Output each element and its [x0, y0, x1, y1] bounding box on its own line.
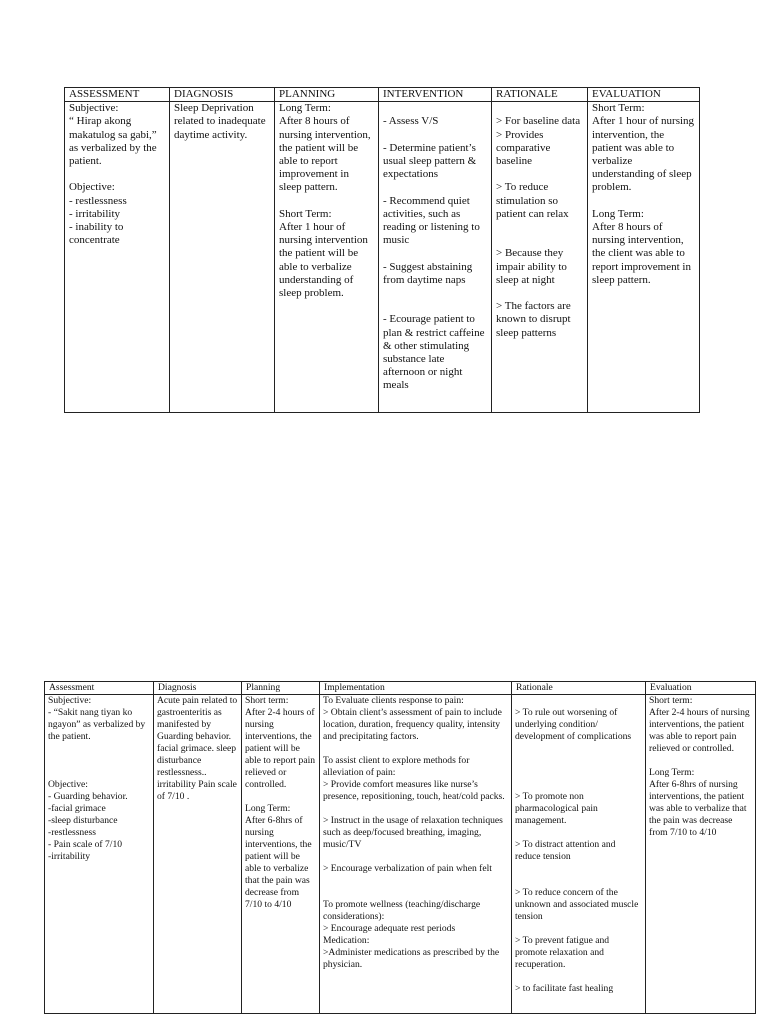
evaluation-cell: Short Term: After 1 hour of nursing intervention, the patient was able to verbalize understanding of sleep problem. Long Term: After 8 hours of nursing intervention, the client was able to report improvement in sleep pattern.	[588, 102, 700, 413]
assessment-cell: Subjective: - “Sakit nang tiyan ko ngayon” as verbalized by the patient. Objective: - Guarding behavior. -facial grimace -sleep disturbance -restlessness - Pain scale of 7/10 -irritability	[45, 695, 154, 1014]
intervention-cell: - Assess V/S - Determine patient’s usual sleep pattern & expectations - Recommend quiet activities, such as reading or listening to music - Suggest abstaining from daytime naps - Ecourage patient to plan & restrict caffeine & other stimulating substance late afternoon or night meals	[379, 102, 492, 413]
header-row	[45, 682, 756, 695]
diagnosis-cell: Acute pain related to gastroenteritis as manifested by Guarding behavior. facial grimace. sleep disturbance restlessness.. irritability Pain scale of 7/10 .	[154, 695, 242, 1014]
evaluation-cell: Short term: After 2-4 hours of nursing interventions, the patient was able to report pain relieved or controlled. Long Term: After 6-8hrs of nursing interventions, the patient was able to verbalize that the pain was decrease from 7/10 to 4/10	[646, 695, 756, 1014]
rationale-cell: > To rule out worsening of underlying condition/ development of complications > To promote non pharmacological pain management. > To distract attention and reduce tension > To reduce concern of the unknown and associated muscle tension > To prevent fatigue and promote relaxation and recuperation. > to facilitate fast healing	[512, 695, 646, 1014]
header-evaluation: EVALUATION	[588, 88, 700, 102]
nursing-care-plan-sleep-deprivation	[64, 87, 700, 413]
assessment-cell: Subjective: “ Hirap akong makatulog sa gabi,” as verbalized by the patient. Objective: - restlessness - irritability - inability to concentrate	[65, 102, 170, 413]
content-row	[45, 695, 756, 1014]
planning-cell: Short term: After 2-4 hours of nursing interventions, the patient will be able to report pain relieved or controlled. Long Term: After 6-8hrs of nursing interventions, the patient will be able to verbalize that the pain was decrease from 7/10 to 4/10	[242, 695, 320, 1014]
planning-cell: Long Term: After 8 hours of nursing intervention, the patient will be able to report improvement in sleep pattern. Short Term: After 1 hour of nursing intervention the patient will be able to verbalize understanding of sleep problem.	[275, 102, 379, 413]
header-diagnosis: Diagnosis	[154, 682, 242, 695]
header-planning: Planning	[242, 682, 320, 695]
header-diagnosis: DIAGNOSIS	[170, 88, 275, 102]
header-rationale: RATIONALE	[492, 88, 588, 102]
implementation-cell: To Evaluate clients response to pain: > Obtain client’s assessment of pain to include location, duration, frequency quality, intensity and precipitating factors. To assist client to explore methods for alleviation of pain: > Provide comfort measures like nurse’s presence, repositioning, touch, heat/cold packs. > Instruct in the usage of relaxation techniques such as deep/focused breathing, imaging, music/TV > Encourage verbalization of pain when felt To promote wellness (teaching/discharge considerations): > Encourage adequate rest periods Medication: >Administer medications as prescribed by the physician.	[320, 695, 512, 1014]
nursing-care-plan-acute-pain	[44, 681, 756, 1014]
header-intervention: INTERVENTION	[379, 88, 492, 102]
diagnosis-cell: Sleep Deprivation related to inadequate daytime activity.	[170, 102, 275, 413]
header-row	[65, 88, 700, 102]
rationale-cell: > For baseline data > Provides comparative baseline > To reduce stimulation so patient can relax > Because they impair ability to sleep at night > The factors are known to disrupt sleep patterns	[492, 102, 588, 413]
header-evaluation: Evaluation	[646, 682, 756, 695]
header-planning: PLANNING	[275, 88, 379, 102]
header-assessment: ASSESSMENT	[65, 88, 170, 102]
header-rationale: Rationale	[512, 682, 646, 695]
header-implementation: Implementation	[320, 682, 512, 695]
header-assessment: Assessment	[45, 682, 154, 695]
content-row	[65, 102, 700, 413]
